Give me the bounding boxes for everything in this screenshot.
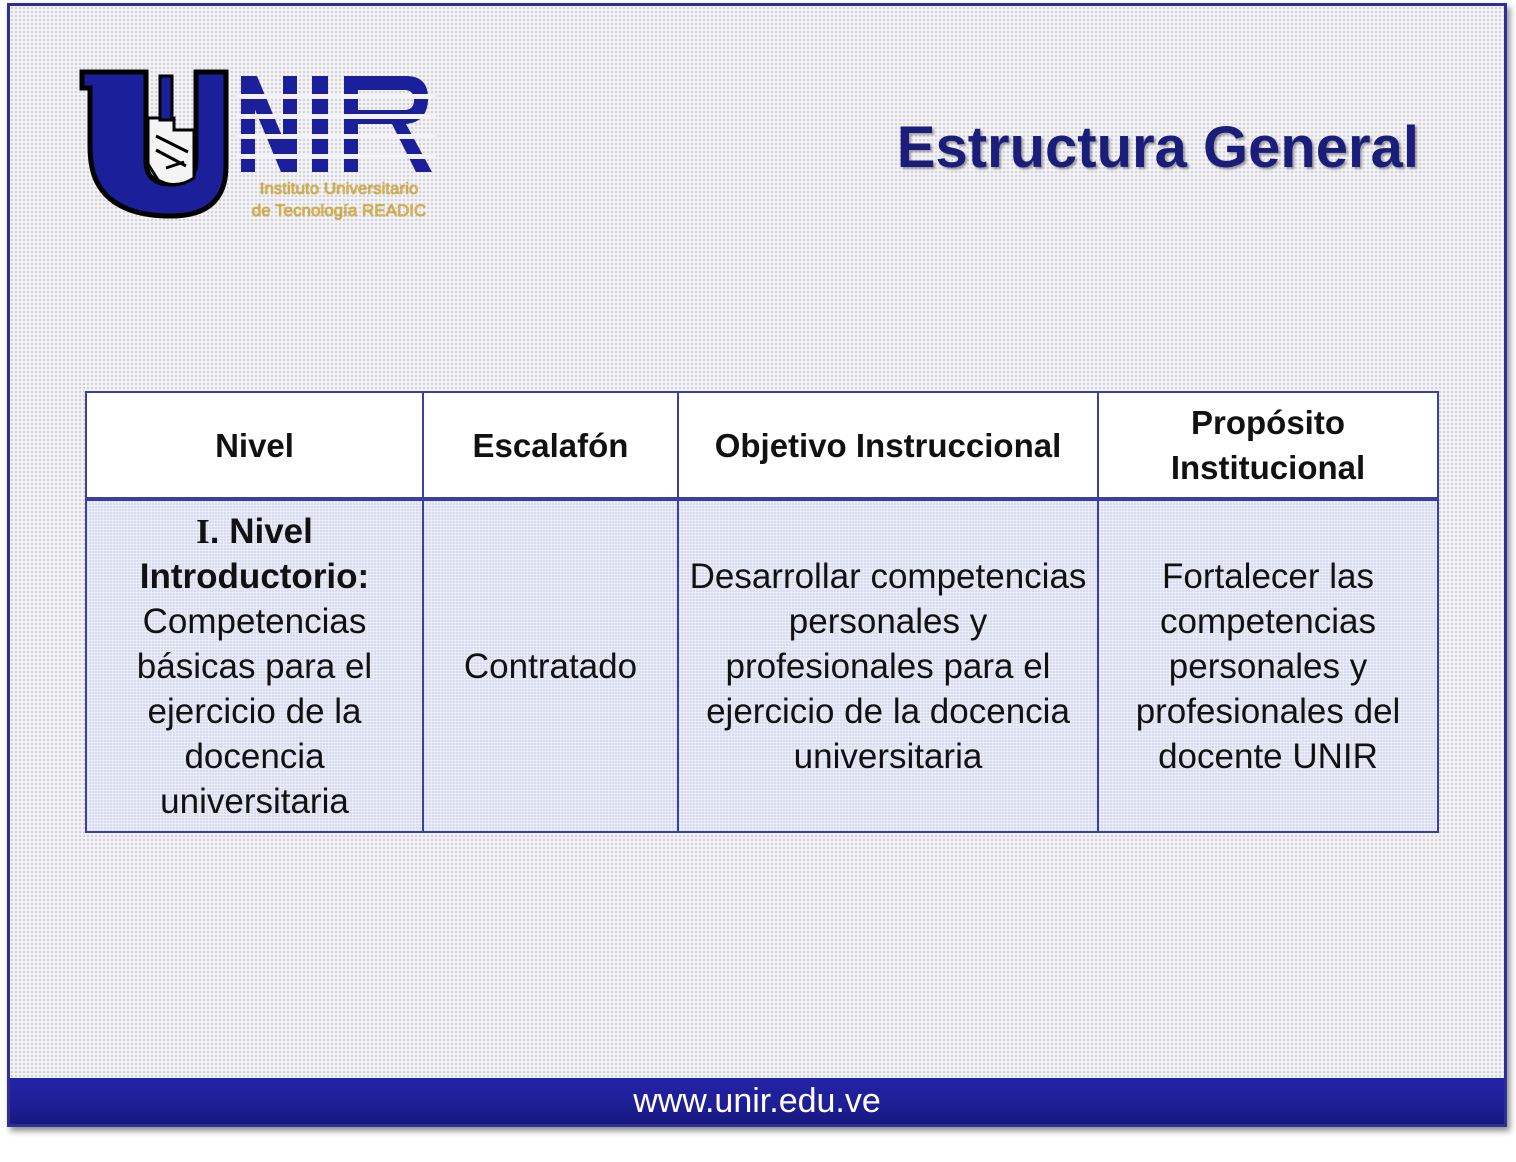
header-objetivo: Objetivo Instruccional bbox=[678, 392, 1098, 499]
cell-escalafon: Contratado bbox=[423, 499, 678, 832]
nivel-roman: I bbox=[196, 511, 210, 551]
table-row bbox=[86, 499, 1438, 832]
unir-logo bbox=[76, 66, 446, 226]
structure-table bbox=[85, 391, 1439, 833]
cell-objetivo: Desarrollar competencias personales y profesionales para el ejercicio de la docencia universitaria bbox=[678, 499, 1098, 832]
slide bbox=[7, 3, 1507, 1127]
cell-nivel bbox=[86, 499, 423, 832]
logo-caption-line2: de Tecnología READIC bbox=[251, 201, 427, 220]
page-title: Estructura General bbox=[896, 115, 1419, 180]
header-escalafon: Escalafón bbox=[423, 392, 678, 499]
header-proposito: Propósito Institucional bbox=[1098, 392, 1438, 499]
cell-proposito: Fortalecer las competencias personales y profesionales del docente UNIR bbox=[1098, 499, 1438, 832]
footer-url[interactable]: www.unir.edu.ve bbox=[633, 1082, 881, 1120]
table-header-row bbox=[86, 392, 1438, 499]
nivel-title: . Nivel Introductorio: bbox=[139, 511, 370, 596]
logo-caption bbox=[234, 178, 444, 222]
footer-bar bbox=[10, 1078, 1504, 1124]
header-nivel: Nivel bbox=[86, 392, 423, 499]
logo-caption-line1: Instituto Universitario bbox=[259, 179, 419, 198]
nivel-description: Competencias básicas para el ejercicio de la docencia universitaria bbox=[136, 601, 373, 821]
